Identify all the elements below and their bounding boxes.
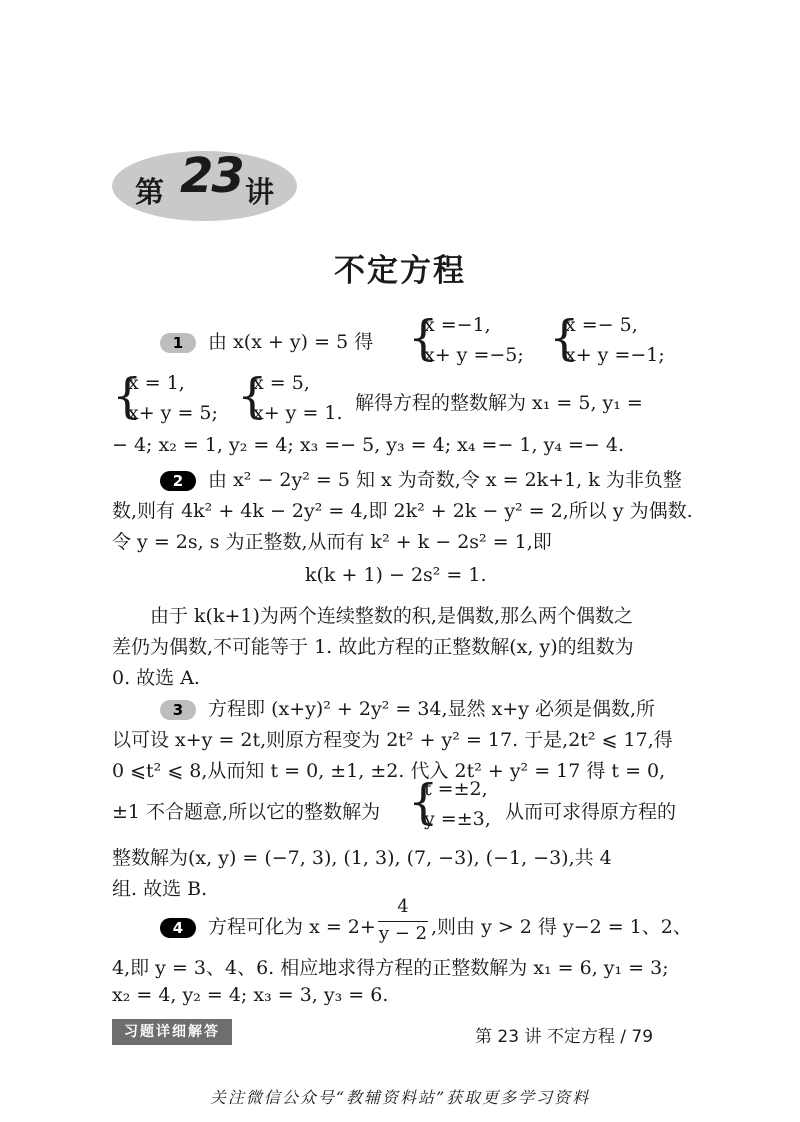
p1-system-d	[237, 368, 357, 428]
brace-icon: {	[237, 368, 268, 424]
fraction-denominator: y − 2	[378, 923, 428, 944]
p2-line2: 数,则有 4k² + 4k − 2y² = 4,即 2k² + 2k − y² = 2,所以 y 为偶数.	[112, 500, 693, 522]
p1-system-a	[408, 310, 548, 370]
brace-icon: {	[408, 774, 439, 830]
p3-line3: 0 ⩽t² ⩽ 8,从而知 t = 0, ±1, ±2. 代入 2t² + y² = 17 得 t = 0,	[112, 760, 666, 782]
fraction-numerator: 4	[397, 896, 409, 917]
brace-icon: {	[549, 310, 580, 366]
p3-line6: 组. 故选 B.	[112, 878, 208, 900]
p2-line1	[160, 465, 682, 492]
p2-equation: k(k + 1) − 2s² = 1.	[305, 564, 487, 586]
p1-intro-line	[160, 327, 373, 354]
p1-system-c	[112, 368, 232, 428]
p3-line1	[160, 694, 655, 721]
p4-text: 方程可化为 x = 2+	[208, 916, 376, 938]
sys-row: x = 1,	[128, 372, 185, 394]
sys-row: x+ y = 1.	[253, 402, 343, 424]
lecture-prefix: 第	[135, 175, 165, 209]
sys-row: x =− 5,	[565, 314, 638, 336]
p3-line2: 以可设 x+y = 2t,则原方程变为 2t² + y² = 17. 于是,2t² ⩽ 17,得	[112, 729, 673, 751]
p4-line2: 4,即 y = 3、4、6. 相应地求得方程的正整数解为 x₁ = 6, y₁ = 3;	[112, 957, 669, 979]
running-footer: 第 23 讲 不定方程 / 79	[475, 1027, 654, 1047]
p3-system	[408, 774, 503, 834]
sys-row: x = 5,	[253, 372, 310, 394]
p4-line3: x₂ = 4, y₂ = 4; x₃ = 3, y₃ = 6.	[112, 984, 389, 1006]
p2-line4: 由于 k(k+1)为两个连续整数的积,是偶数,那么两个偶数之	[150, 605, 633, 627]
problem-number-3: 3	[160, 700, 196, 720]
sys-row: t =±2,	[424, 778, 488, 800]
p3-line4a: ±1 不合题意,所以它的整数解为	[112, 801, 381, 823]
p2-line6: 0. 故选 A.	[112, 667, 200, 689]
p4-line1b: ,则由 y > 2 得 y−2 = 1、2、	[431, 916, 692, 938]
brace-icon: {	[112, 368, 143, 424]
sys-row: x =−1,	[424, 314, 491, 336]
problem-number-2: 2	[160, 471, 196, 491]
sys-row: y =±3,	[424, 808, 491, 830]
p1-system-b	[549, 310, 689, 370]
sys-row: x+ y = 5;	[128, 402, 218, 424]
p3-line5: 整数解为(x, y) = (−7, 3), (1, 3), (7, −3), (−1, −3),共 4	[112, 847, 612, 869]
problem-number-1: 1	[160, 333, 196, 353]
p1-tail1: 解得方程的整数解为 x₁ = 5, y₁ =	[355, 392, 643, 414]
sys-row: x+ y =−5;	[424, 344, 524, 366]
section-tag: 习题详细解答	[112, 1019, 232, 1045]
p3-text: 方程即 (x+y)² + 2y² = 34,显然 x+y 必须是偶数,所	[208, 698, 656, 720]
p2-line3: 令 y = 2s, s 为正整数,从而有 k² + k − 2s² = 1,即	[112, 531, 552, 553]
lecture-suffix: 讲	[245, 175, 275, 209]
p2-text: 由 x² − 2y² = 5 知 x 为奇数,令 x = 2k+1, k 为非负整	[208, 469, 682, 491]
p4-line1a	[160, 912, 376, 939]
p1-tail2: − 4; x₂ = 1, y₂ = 4; x₃ =− 5, y₃ = 4; x₄ =− 1, y₄ =− 4.	[112, 434, 624, 456]
sys-row: x+ y =−1;	[565, 344, 665, 366]
fraction-bar	[378, 921, 428, 922]
p2-line5: 差仍为偶数,不可能等于 1. 故此方程的正整数解(x, y)的组数为	[112, 636, 634, 658]
brace-icon: {	[408, 310, 439, 366]
problem-number-4: 4	[160, 918, 196, 938]
p1-intro: 由 x(x + y) = 5 得	[208, 331, 374, 353]
lecture-number: 23	[180, 148, 243, 204]
watermark-note: 关注微信公众号“教辅资料站”获取更多学习资料	[209, 1088, 591, 1107]
p3-line4b: 从而可求得原方程的	[505, 801, 677, 823]
page-title: 不定方程	[334, 253, 466, 289]
